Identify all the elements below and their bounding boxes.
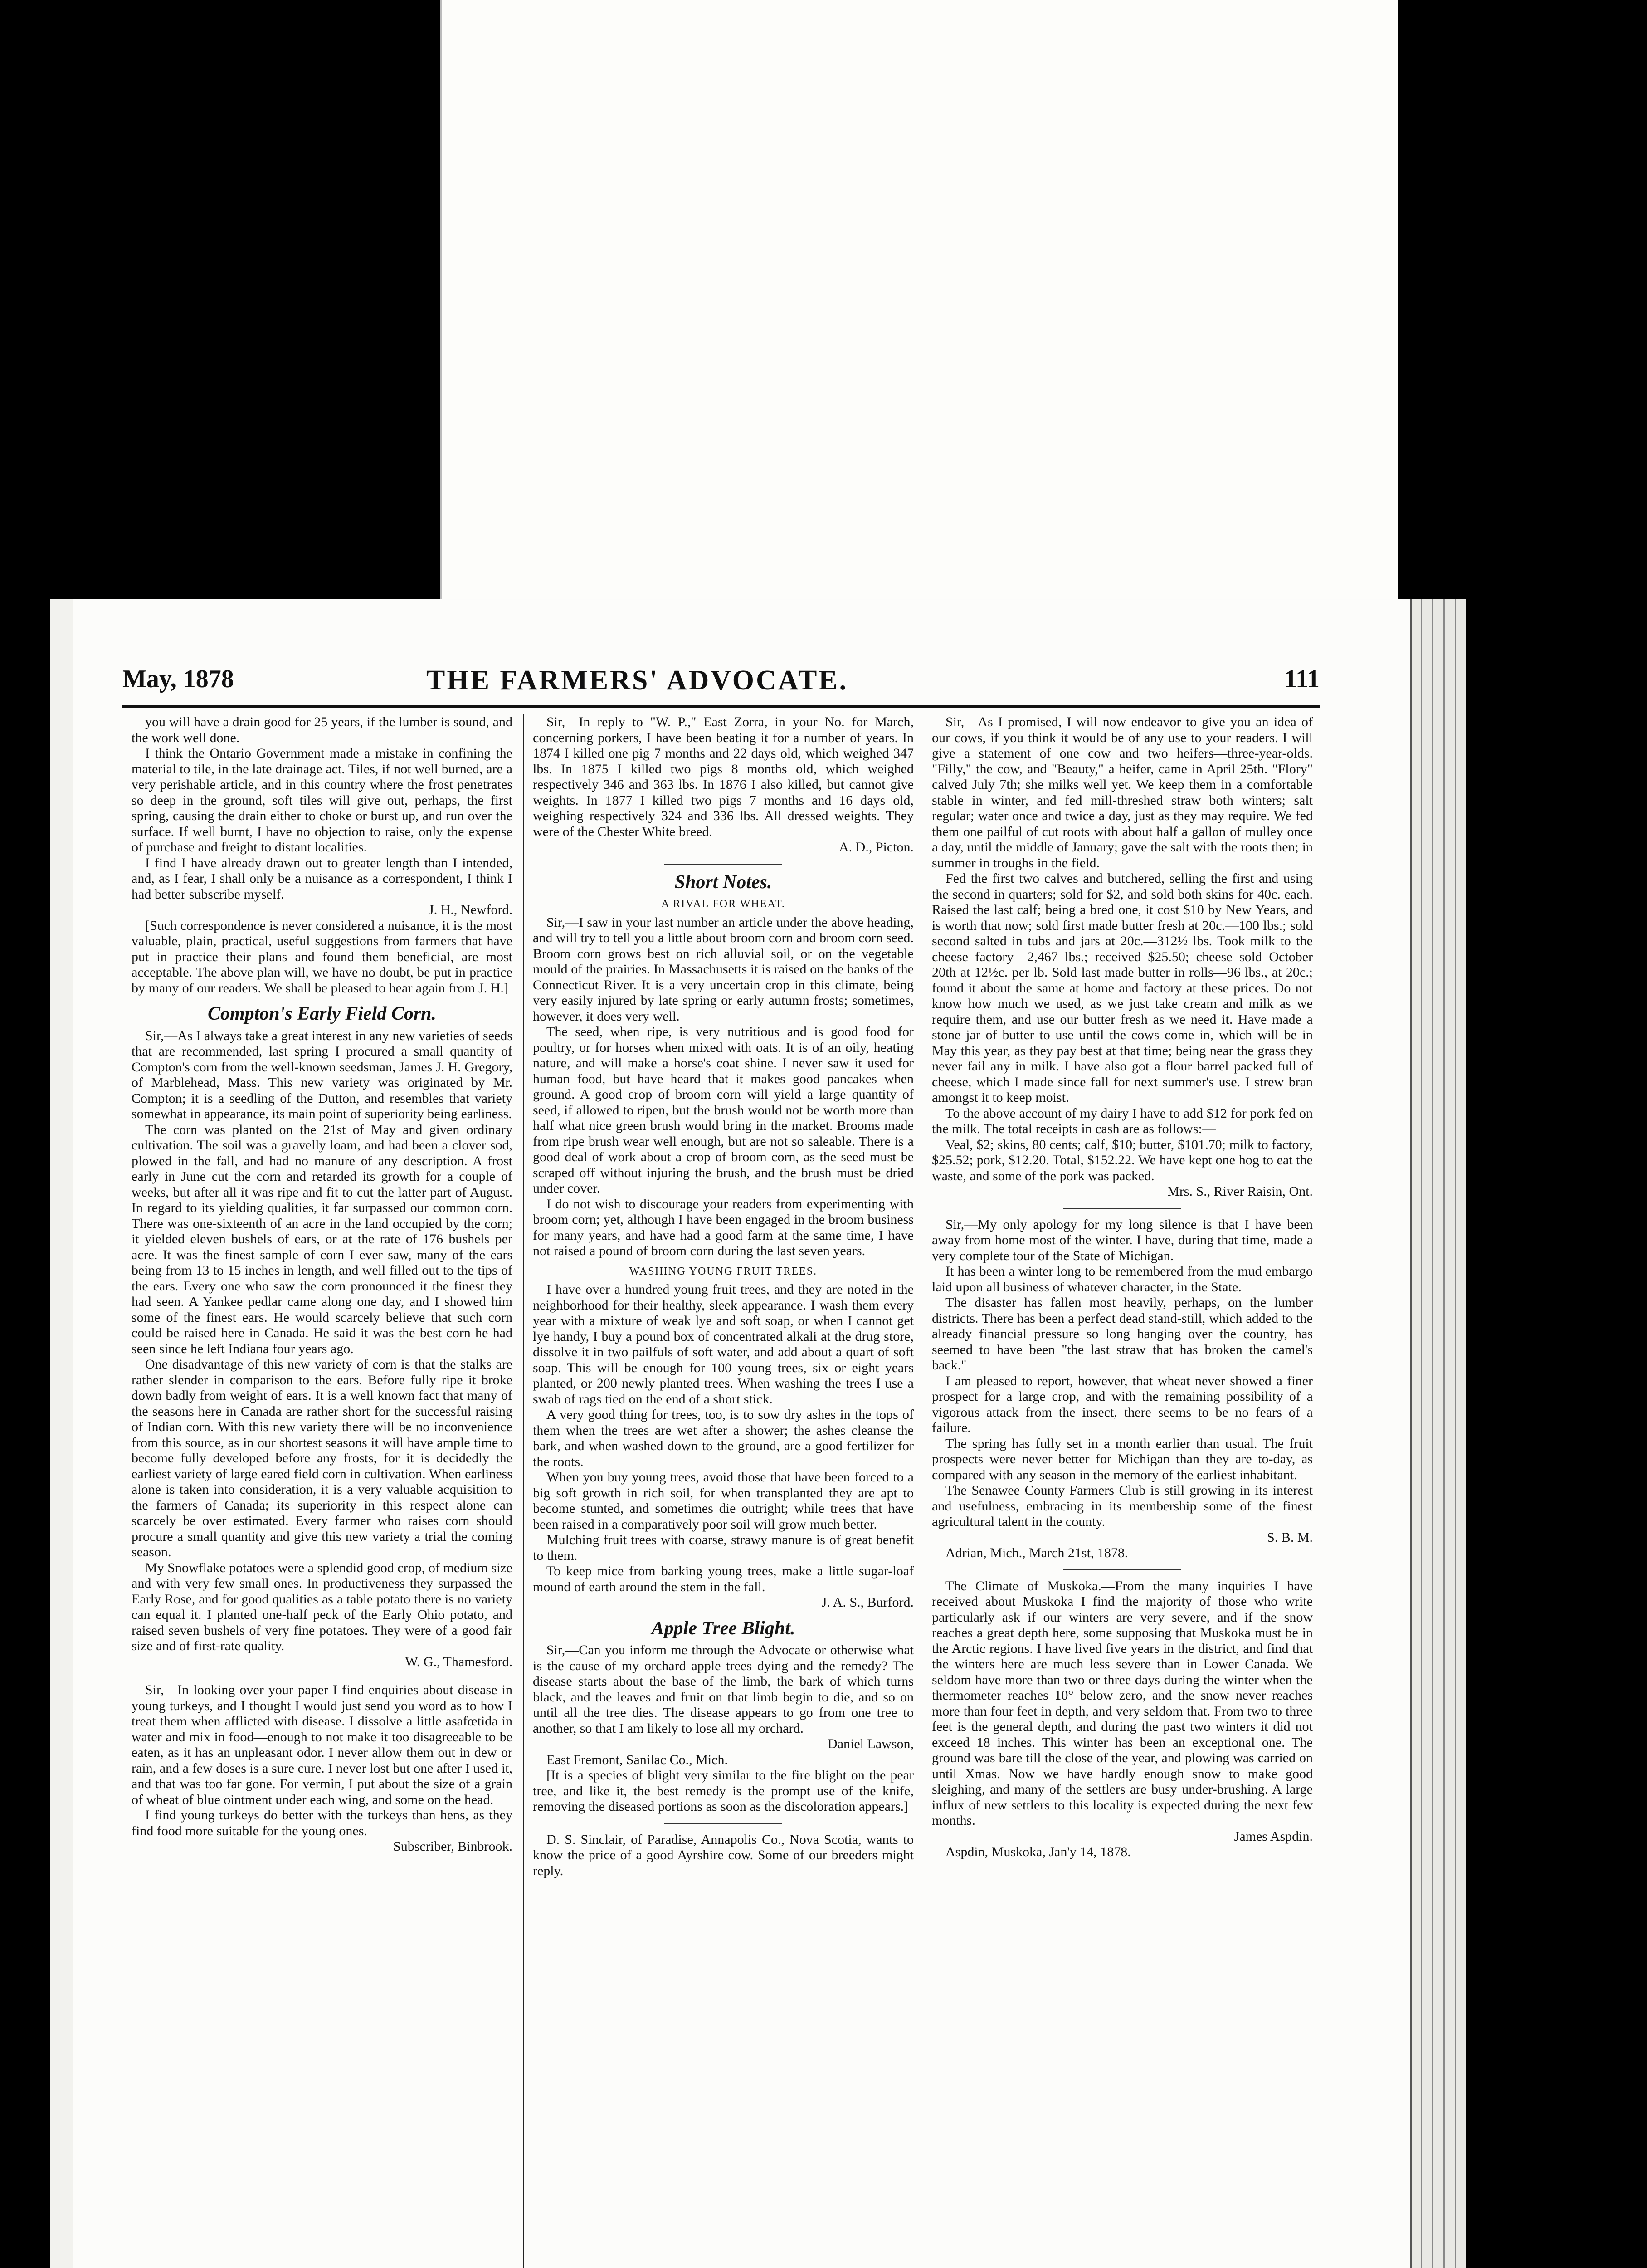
paragraph: D. S. Sinclair, of Paradise, Annapolis Co., Nova Scotia, wants to know the price of a good Ayrshire cow. Some of our breeders might reply. bbox=[533, 1832, 914, 1878]
section-rule bbox=[664, 864, 782, 865]
paragraph: One disadvantage of this new variety of corn is that the stalks are rather slender in comparison to the ears. Before fully ripe it broke down badly from weight of ears. It is a well known fact that many of the seasons here in Canada are rather short for the successful raising of Indian corn. With this new variety there will be no inconvenience from this source, as in our shortest seasons it will have ample time to become fully developed before any frosts, for it is decidedly the earliest variety of large eared field corn in cultivation. When earliness alone is taken into consideration, it is a very valuable acquisition to the farmers of Canada; its superiority in this respect alone can scarcely be over estimated. Every farmer who raises corn should procure a small quantity and give this new variety a trial the coming season. bbox=[132, 1357, 512, 1559]
signature: Daniel Lawson, bbox=[828, 1736, 914, 1751]
signature: Mrs. S., River Raisin, Ont. bbox=[1167, 1184, 1313, 1199]
signature: A. D., Picton. bbox=[839, 840, 914, 855]
paragraph: I am pleased to report, however, that wheat never showed a finer prospect for a large crop, and with the remaining possibility of a vigorous attack from the insect, there seems to be no fears of a failure. bbox=[932, 1373, 1313, 1435]
paragraph: Sir,—In reply to "W. P.," East Zorra, in your No. for March, concerning porkers, I have been beating it for a number of years. In 1874 I killed one pig 7 months and 22 days old, which weighed 347 lbs. In 1875 I killed two pigs 8 months old, which weighed respectively 346 and 363 lbs. In 1876 I also killed, but cannot give weights. In 1877 I killed two pigs 7 months and 16 days old, weighing respectively 324 and 336 lbs. All dressed weights. They were of the Chester White breed. bbox=[533, 714, 914, 839]
paragraph: I find I have already drawn out to greater length than I intended, and, as I fear, I shall only be a nuisance as a correspondent, I think I had better subscribe myself. bbox=[132, 855, 512, 902]
paragraph: My Snowflake potatoes were a splendid good crop, of medium size and with very few small ones. In productiveness they surpassed the Early Rose, and for good qualities as a table potato there is no variety can equal it. I planted one-half peck of the Early Ohio potato, and raised seven bushels of very fine potatoes. They were of a good fair size and of first-rate quality. bbox=[132, 1560, 512, 1653]
paragraph: The Climate of Muskoka.—From the many inquiries I have received about Muskoka I find the majority of those who write particularly ask if our winters are very severe, and if the snow reaches a great depth here, some supposing that Muskoka must be in the Arctic regions. I have lived five years in the district, and find that the winters here are much less severe than in Lower Canada. We seldom have more than two or three days during the winter when the thermometer reaches 10° below zero, and the snow never reaches more than four feet in depth, and very seldom that. From two to three feet is the general depth, and during the past two winters it did not exceed 18 inches. This winter has been an exceptional one. The ground was bare till the close of the year, and plowing was carried on until Xmas. Now we have hardly enough snow to make good sleighing, and many of the settlers are busy under-brushing. A large influx of new settlers to this locality is expected during the next few months. bbox=[932, 1578, 1313, 1828]
signature: S. B. M. bbox=[1267, 1530, 1313, 1545]
paragraph: To keep mice from barking young trees, make a little sugar-loaf mound of earth around the stem in the fall. bbox=[533, 1564, 914, 1594]
paragraph: I find young turkeys do better with the turkeys than hens, as they find food more suitable for the young ones. bbox=[132, 1808, 512, 1838]
paragraph: I think the Ontario Government made a mistake in confining the material to tile, in the late drainage act. Tiles, if not well burned, are a very perishable article, and in this country where the frost penetrates so deep in the ground, soft tiles will give out, perhaps, the first spring, causing the drain either to choke or burst up, and run over the surface. If well burnt, I have no objection to raise, only the expense of purchase and freight to distant localities. bbox=[132, 746, 512, 855]
paragraph: Sir,—My only apology for my long silence is that I have been away from home most of the winter. I have, during that time, made a very complete tour of the State of Michigan. bbox=[932, 1217, 1313, 1263]
paragraph: When you buy young trees, avoid those that have been forced to a big soft growth in rich soil, for when transplanted they are apt to become stunted, and sometimes die outright; while trees that have been raised in a comparatively poor soil will grow much better. bbox=[533, 1470, 914, 1532]
signature: W. G., Thamesford. bbox=[405, 1654, 512, 1669]
paragraph: Sir,—As I always take a great interest in any new varieties of seeds that are recommended, last spring I procured a small quantity of Compton's corn from the well-known seedsman, James J. H. Gregory, of Marblehead, Mass. This new variety was originated by Mr. Compton; it is a seedling of the Dutton, and resembles that variety somewhat in appearance, its main point of superiority being earliness. bbox=[132, 1028, 512, 1121]
paragraph: A very good thing for trees, too, is to sow dry ashes in the tops of them when the trees are wet after a shower; the ashes cleanse the bark, and when washed down to the ground, are a good fertilizer for the roots. bbox=[533, 1407, 914, 1469]
subheading: A RIVAL FOR WHEAT. bbox=[661, 898, 785, 910]
paragraph: The Senawee County Farmers Club is still growing in its interest and usefulness, embracing in its membership some of the finest agricultural talent in the county. bbox=[932, 1483, 1313, 1529]
paragraph: The spring has fully set in a month earlier than usual. The fruit prospects were never better for Michigan than they are to-day, as compared with any season in the memory of the earliest inhabitant. bbox=[932, 1436, 1313, 1482]
column-divider bbox=[523, 714, 524, 2268]
paragraph: To the above account of my dairy I have to add $12 for pork fed on the milk. The total receipts in cash are as follows:— bbox=[932, 1105, 1313, 1136]
signature: James Aspdin. bbox=[1234, 1828, 1313, 1844]
page-stack-edge bbox=[1410, 599, 1466, 2268]
paragraph: The disaster has fallen most heavily, perhaps, on the lumber districts. There has been a perfect dead stand-still, which added to the already financial pressure so long hanging over the country, has seemed to have been "the last straw that has broken the camel's back." bbox=[932, 1295, 1313, 1373]
signature: Subscriber, Binbrook. bbox=[393, 1839, 512, 1854]
paragraph: you will have a drain good for 25 years, if the lumber is sound, and the work well done. bbox=[132, 714, 512, 745]
location-line: Aspdin, Muskoka, Jan'y 14, 1878. bbox=[945, 1844, 1131, 1859]
paragraph: It has been a winter long to be remembered from the mud embargo laid upon all business of whatever character, in the State. bbox=[932, 1264, 1313, 1295]
editor-note: [It is a species of blight very similar to the fire blight on the pear tree, and like it, the best remedy is the prompt use of the knife, removing the diseased portions as soon as the discoloration appears.] bbox=[533, 1768, 914, 1814]
section-rule bbox=[1063, 1208, 1181, 1209]
issue-date: May, 1878 bbox=[122, 665, 234, 693]
editor-note: [Such correspondence is never considered a nuisance, it is the most valuable, plain, practical, useful suggestions from farmers that have put in practice their plans and found them beneficial, are most acceptable. The above plan will, we have no doubt, be put in practice by many of our readers. We shall be pleased to hear again from J. H.] bbox=[132, 918, 512, 996]
section-heading: Short Notes. bbox=[674, 871, 772, 893]
article-heading: Apple Tree Blight. bbox=[651, 1618, 795, 1639]
signature: J. H., Newford. bbox=[429, 902, 512, 917]
paragraph: Fed the first two calves and butchered, selling the first and using the second in quarters; sold for $2, and sold both skins for 40c. each. Raised the last calf; being a bred one, it cost $10 by New Years, and is worth that now; sold first made butter fresh at 20c.—100 lbs.; sold second salted in tubs and jars at 20c.—312½ lbs. Took milk to the cheese factory—2,467 lbs.; received $25.50; cheese sold October 20th at 12½c. per lb. Sold last made butter in rolls—96 lbs., at 20c.; found it about the same at home and factory at these prices. Do not know how much we used, as we just take cream and milk as we require them, and use our butter fresh as we need it. Have made a stone jar of butter to use until the cows come in, which will be in May this year, as they pay best at that time; being near the grass they never fail any in milk. I have also got a flour barrel packed full of cheese, which I made since fall for next summer's use. I strew bran amongst it to keep moist. bbox=[932, 871, 1313, 1105]
paragraph: The seed, when ripe, is very nutritious and is good food for poultry, or for horses when mixed with oats. It is of an oily, heating nature, and will make a horse's coat shine. I never saw it used for human food, but have heard that it makes good pancakes when ground. A good crop of broom corn will yield a large quantity of seed, if allowed to ripen, but the brush would not be worth more than half what nice green brush would bring in the market. Brooms made from ripe brush wear well enough, but are not so saleable. There is a good deal of work about a crop of broom corn, as the seed must be scraped off without injuring the brush, and the brush must be dried under cover. bbox=[533, 1024, 914, 1196]
location-line: Adrian, Mich., March 21st, 1878. bbox=[945, 1545, 1128, 1560]
header-rule bbox=[122, 705, 1320, 708]
paragraph: I have over a hundred young fruit trees, and they are noted in the neighborhood for their healthy, sleek appearance. I wash them every year with a mixture of weak lye and soft soap, or when I cannot get lye handy, I buy a pound box of concentrated alkali at the drug store, dissolve it in two pailfuls of soft water, and add about a quart of soft soap. This will be enough for 100 young trees, six or eight years planted, or 200 newly planted trees. When washing the trees I use a swab of rags tied on the end of a short stick. bbox=[533, 1282, 914, 1407]
paragraph: Sir,—I saw in your last number an article under the above heading, and will try to tell you a little about broom corn and broom corn seed. Broom corn grows best on rich alluvial soil, or on the vegetable mould of the prairies. In Massachusetts it is raised on the banks of the Connecticut River. It is a very uncertain crop in this climate, being very easily injured by late spring or early autumn frosts; sometimes, however, it does very well. bbox=[533, 914, 914, 1024]
location-line: East Fremont, Sanilac Co., Mich. bbox=[546, 1752, 728, 1767]
paragraph: Sir,—As I promised, I will now endeavor to give you an idea of our cows, if you think it would be of any use to your readers. I will give a statement of one cow and two heifers—three-year-olds. "Filly," the cow, and "Beauty," a heifer, came in April 25th. "Flory" calved July 7th; she milks well yet. We keep them in a comfortable stable in winter, and fed mill-threshed straw both winters; salt regular; water once and twice a day, just as they may require. We fed them one pailful of cut roots with about half a gallon of mulley once a day, until the middle of January; gave the salt with the roots then; in summer in troughs in the field. bbox=[932, 714, 1313, 870]
subheading: WASHING YOUNG FRUIT TREES. bbox=[629, 1265, 818, 1277]
paragraph: Sir,—In looking over your paper I find enquiries about disease in young turkeys, and I thought I would just send you word as to how I treat them when afflicted with disease. I dissolve a little asafœtida in water and mix in food—enough to not make it too disagreeable to be eaten, as it has an unpleasant odor. I never allow them out in dew or rain, and a few doses is a sure cure. I never lost but one after I used it, and that was too far gone. For vermin, I put about the size of a grain of wheat of blue ointment under each wing, and some on the head. bbox=[132, 1682, 512, 1807]
signature: J. A. S., Burford. bbox=[821, 1595, 914, 1610]
masthead-title: THE FARMERS' ADVOCATE. bbox=[426, 665, 848, 696]
page-number: 111 bbox=[1284, 665, 1320, 693]
page-left-edge bbox=[50, 599, 73, 2268]
column-1 bbox=[132, 714, 512, 1855]
paragraph: Sir,—Can you inform me through the Advocate or otherwise what is the cause of my orchard apple trees dying and the remedy? The disease starts about the base of the limb, the bark of which turns black, and the leaves and fruit on that limb begin to die, and so on until all the tree dies. The disease appears to go from one tree to another, so that I am likely to lose all my orchard. bbox=[533, 1642, 914, 1736]
article-heading: Compton's Early Field Corn. bbox=[207, 1003, 437, 1024]
column-2 bbox=[533, 714, 914, 1879]
column-3 bbox=[932, 714, 1313, 1860]
paragraph: Veal, $2; skins, 80 cents; calf, $10; butter, $101.70; milk to factory, $25.52; pork, $12.20. Total, $152.22. We have kept one hog to eat the waste, and some of the pork was packed. bbox=[932, 1137, 1313, 1183]
underlying-page bbox=[440, 0, 1398, 621]
paragraph: I do not wish to discourage your readers from experimenting with broom corn; yet, although I have been engaged in the broom business for many years, and have had a good farm at the same time, I have not raised a pound of broom corn during the last seven years. bbox=[533, 1196, 914, 1258]
section-rule bbox=[1063, 1569, 1181, 1570]
paragraph: The corn was planted on the 21st of May and given ordinary cultivation. The soil was a gravelly loam, and had been a clover sod, plowed in the fall, and had no manure of any description. A frost early in June cut the corn and retarded its growth for a couple of weeks, but after all it was ripe and fit to cut the latter part of August. In regard to its yielding qualities, it far surpassed our common corn. There was one-sixteenth of an acre in the land occupied by the corn; it yielded eleven bushels of ears, or at the rate of 176 bushels per acre. It was the finest sample of corn I ever saw, many of the ears being from 13 to 15 inches in length, and well filled out to the tips of the ears. Every one who saw the corn pronounced it the finest they had seen. A Yankee pedlar came along one day, and I showed him some of the finest ears. He would scarcely believe that such corn could be raised here in Canada. He said it was the best corn he had seen since he left Indiana four years ago. bbox=[132, 1122, 512, 1356]
page-header bbox=[122, 665, 1320, 696]
section-rule bbox=[664, 1823, 782, 1824]
paragraph: Mulching fruit trees with coarse, strawy manure is of great benefit to them. bbox=[533, 1532, 914, 1563]
